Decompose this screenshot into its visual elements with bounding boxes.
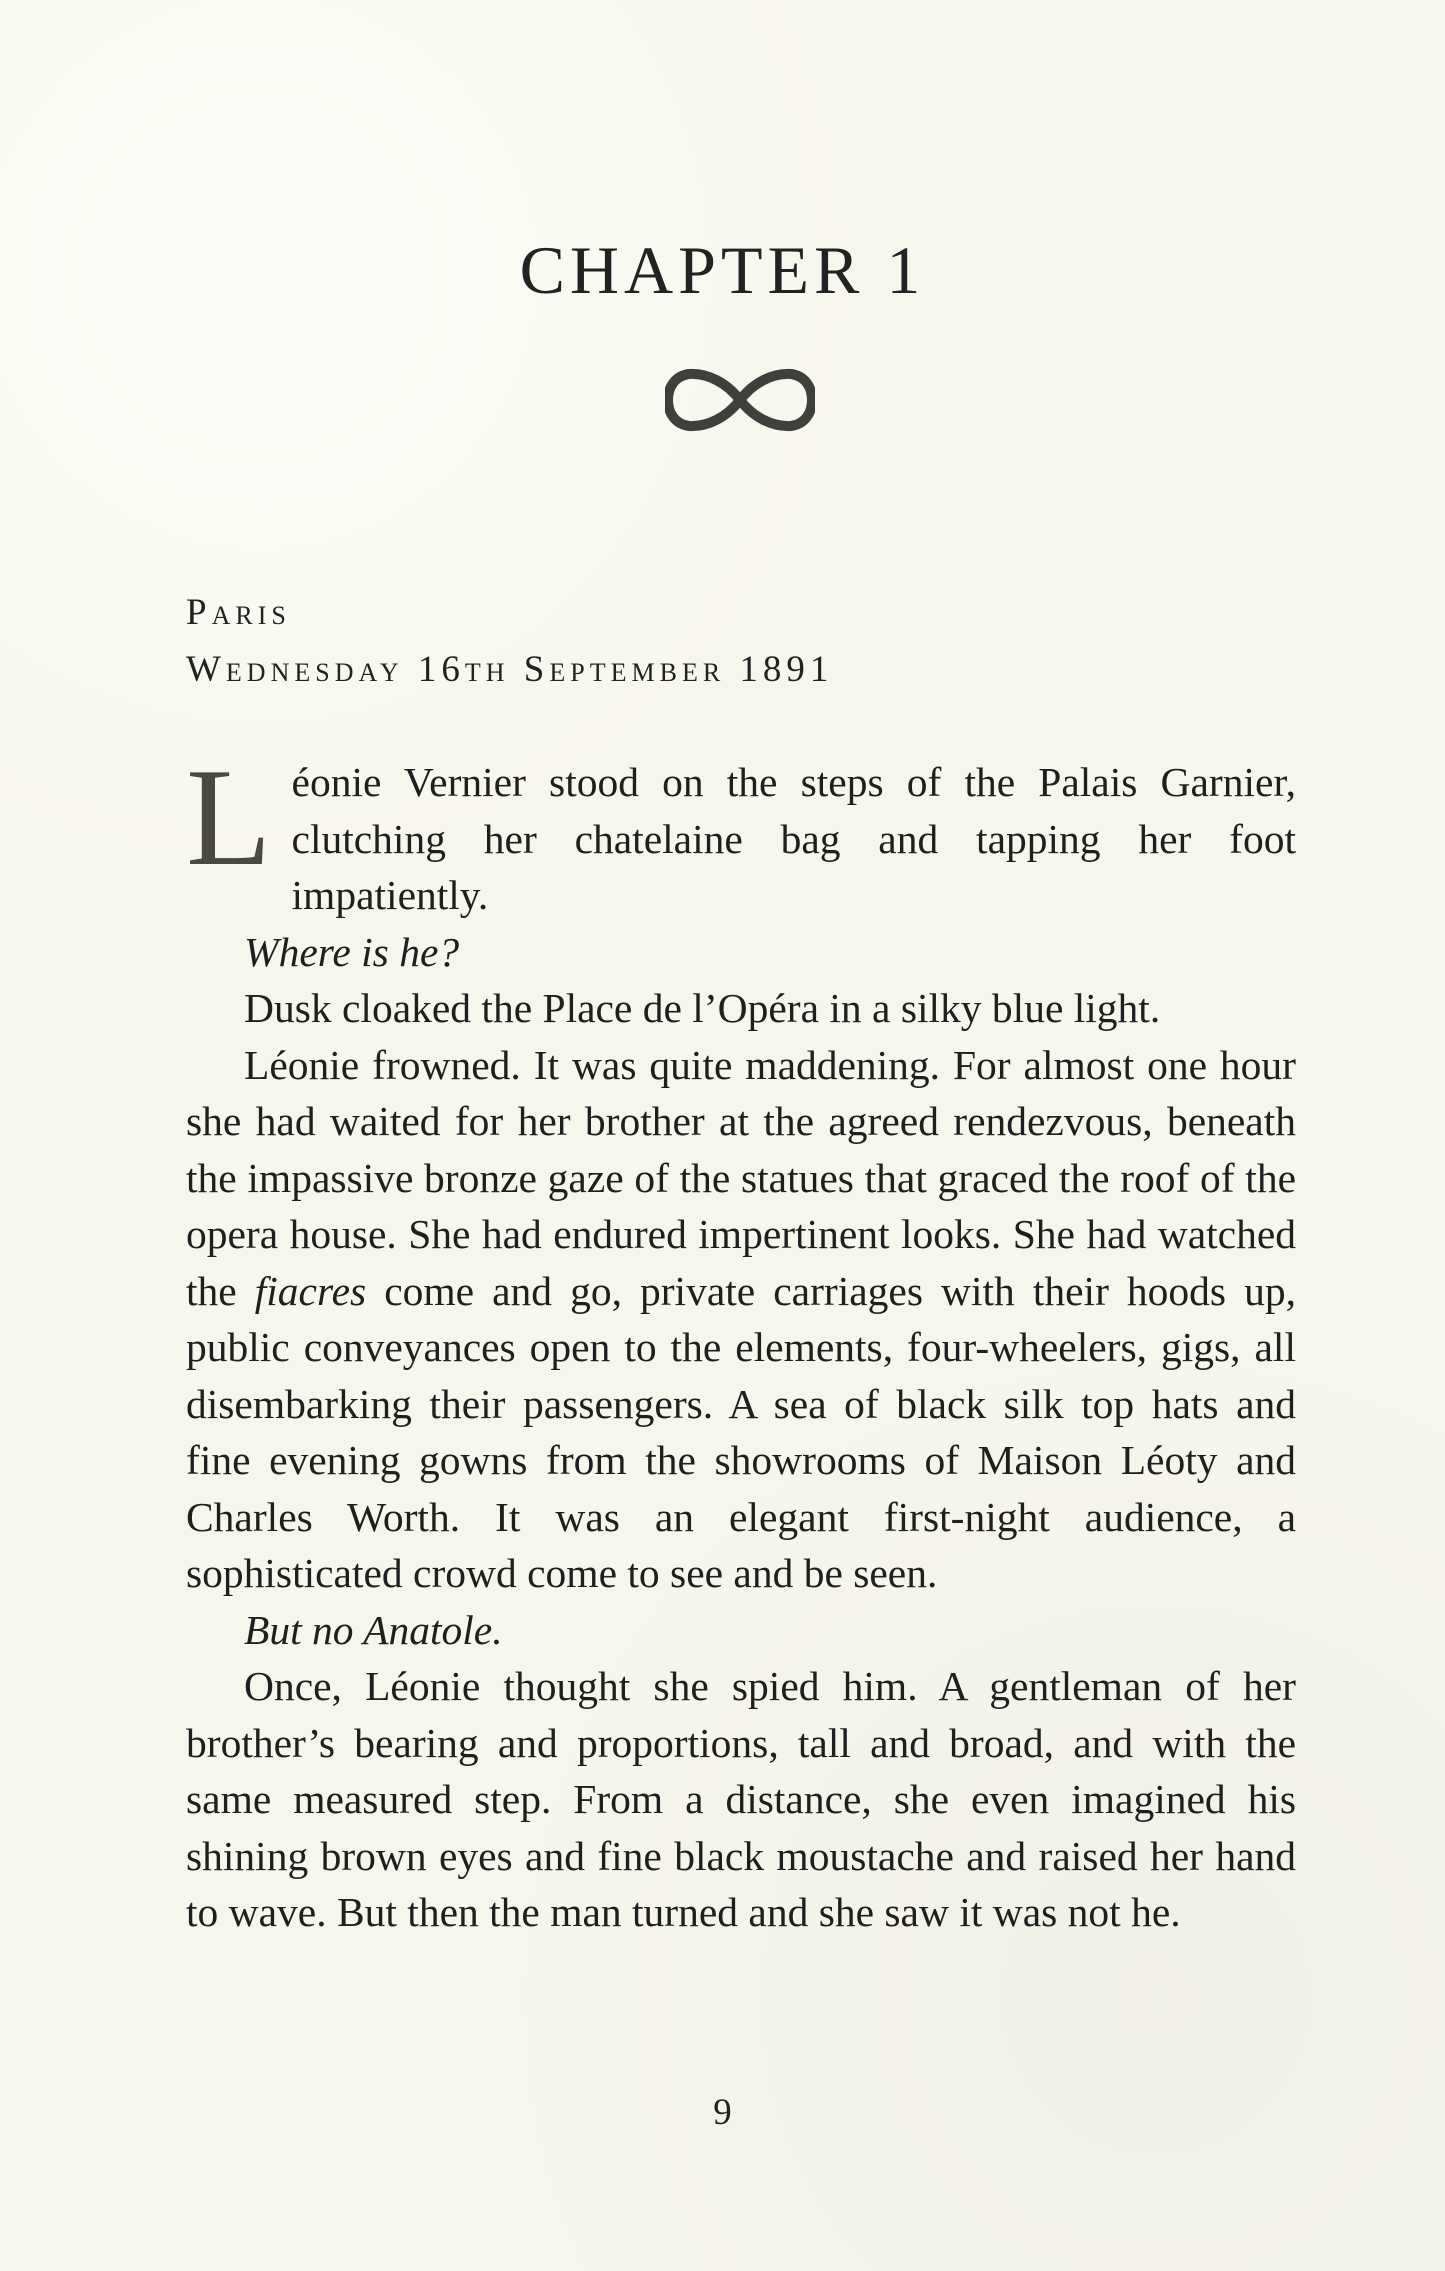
- italic-question-paragraph: Where is he?: [244, 928, 460, 975]
- final-paragraph: Once, Léonie thought she spied him. A gentleman of her brother’s bearing and proportions, tall and broad, and with the same measured step. From a distance, she even imagined his shining brown eyes and fine black moustache and raised her hand to wave. But then the man turned and she saw it was not he.: [186, 1663, 1296, 1935]
- page-number: 9: [713, 2092, 732, 2133]
- infinity-ornament-icon: [665, 366, 815, 434]
- chapter-text: [186, 740, 1296, 1941]
- section-location: Paris: [186, 592, 291, 633]
- section-date: Wednesday 16th September 1891: [186, 649, 834, 690]
- opening-paragraph: [186, 740, 1296, 924]
- dusk-paragraph: Dusk cloaked the Place de l’Opéra in a silky blue light.: [244, 985, 1161, 1031]
- drop-cap: L: [186, 740, 272, 895]
- waiting-paragraph-after-italic: come and go, private carriages with their hoods up, public conveyances open to the elements, four-wheelers, gigs, all disembarking their passengers. A sea of black silk top hats and fine evening gowns from the showrooms of Maison Léoty and Charles Worth. It was an elegant first-night audience, a sophisticated crowd come to see and be seen.: [186, 1267, 1296, 1596]
- waiting-paragraph-before-italic: Léonie frowned. It was quite maddening. For almost one hour she had waited for her brother at the agreed rendezvous, beneath the impassive bronze gaze of the statues that graced the roof of the opera house. She had endured impertinent looks. She had watched the: [186, 1041, 1296, 1314]
- chapter-heading: CHAPTER 1: [519, 232, 926, 308]
- anatole-paragraph: But no Anatole.: [244, 1606, 503, 1653]
- waiting-paragraph: [186, 1037, 1296, 1602]
- fiacres-word: fiacres: [254, 1267, 367, 1314]
- opening-paragraph-text: éonie Vernier stood on the steps of the Palais Garnier, clutching her chatelaine bag and tapping her foot impatiently.: [291, 759, 1296, 918]
